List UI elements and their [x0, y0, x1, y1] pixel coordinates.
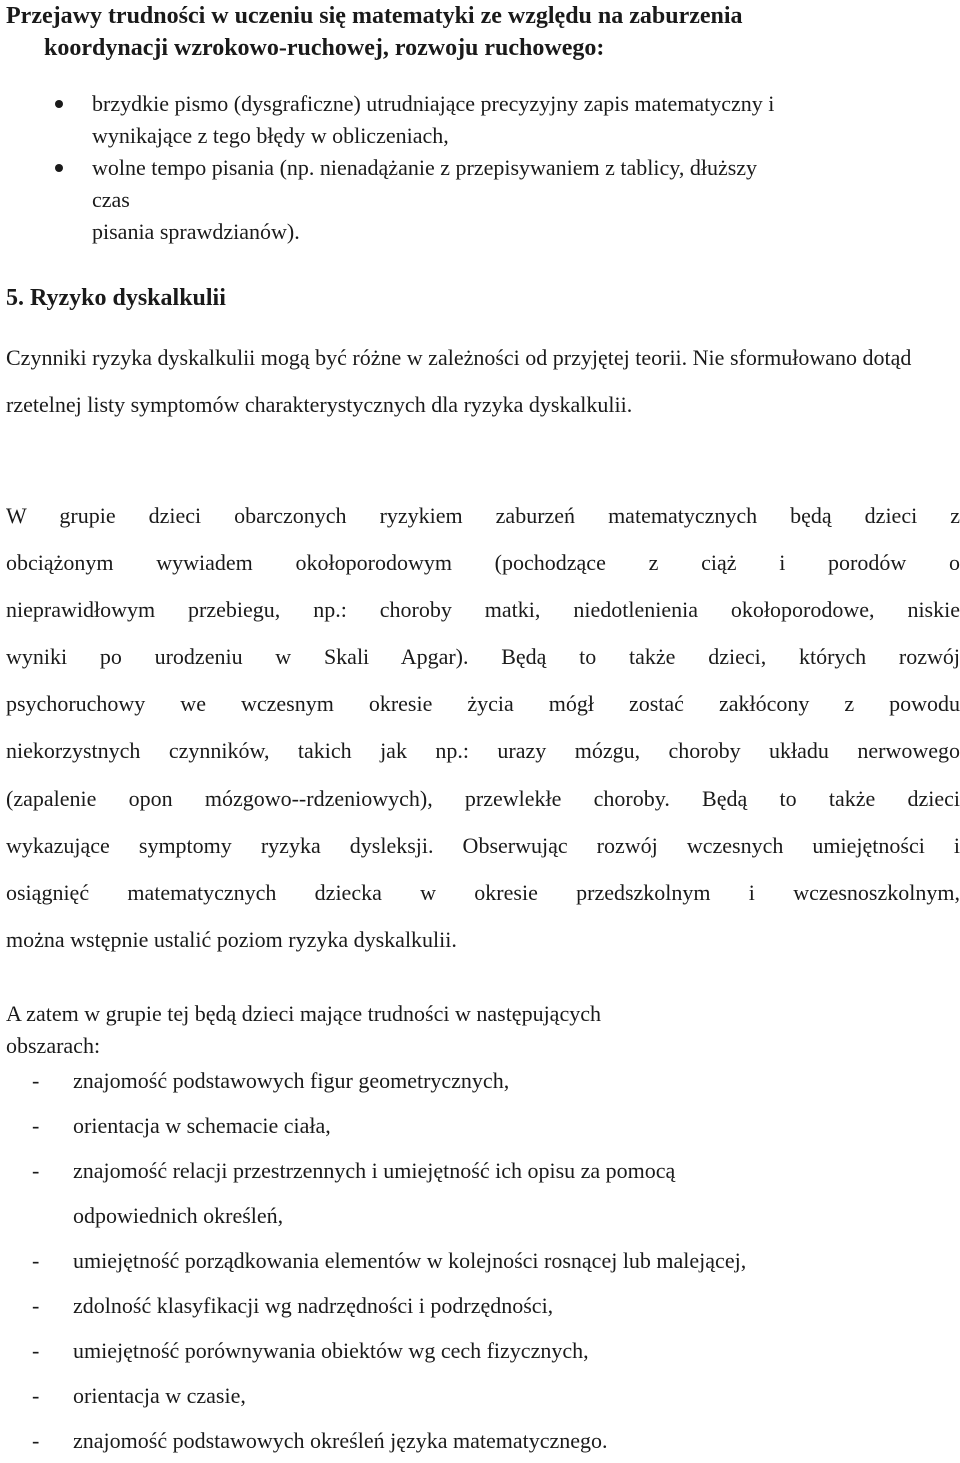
paragraph-line: osiągnięć matematycznych dziecka w okresie przedszkolnym i wczesnoszkolnym, [6, 879, 960, 905]
paragraph-risk-groups [6, 492, 960, 963]
difficulty-list [6, 1058, 946, 1463]
list-item [6, 1418, 946, 1463]
bullet-item-line: wolne tempo pisania (np. nienadążanie z przepisywaniem z tablicy, dłuższy [92, 155, 758, 180]
list-item [6, 1283, 946, 1328]
dash-marker: - [32, 1113, 40, 1138]
paragraph-line: psychoruchowy we wczesnym okresie życia mógł zostać zakłócony z powodu [6, 691, 960, 717]
bullet-list [55, 88, 935, 248]
list-item [6, 1238, 946, 1283]
bullet-dot-icon [55, 100, 63, 108]
paragraph-line: wyniki po urodzeniu w Skali Apgar). Będą to także dzieci, których rozwój [6, 644, 960, 670]
dash-marker: - [32, 1428, 40, 1453]
list-item-text: znajomość podstawowych figur geometrycznych, [73, 1068, 510, 1093]
bullet-item [55, 152, 935, 248]
dash-marker: - [32, 1338, 40, 1363]
dash-marker: - [32, 1293, 40, 1318]
paragraph-line: W grupie dzieci obarczonych ryzykiem zaburzeń matematycznych będą dzieci z [6, 503, 960, 528]
dash-marker: - [32, 1248, 40, 1273]
bullet-item-line: czas [92, 187, 130, 212]
dash-marker: - [32, 1158, 40, 1183]
paragraph-line: niekorzystnych czynników, takich jak np.: urazy mózgu, choroby układu nerwowego [6, 738, 960, 764]
list-item-text: zdolność klasyfikacji wg nadrzędności i podrzędności, [73, 1293, 554, 1318]
list-item [6, 1328, 946, 1373]
paragraph-difficulty-areas [6, 998, 946, 1062]
paragraph-line: obszarach: [6, 1033, 101, 1058]
list-item-text: odpowiednich określeń, [73, 1203, 284, 1228]
paragraph-line: wykazujące symptomy ryzyka dysleksji. Obserwując rozwój wczesnych umiejętności i [6, 832, 960, 858]
section-title: 5. Ryzyko dyskalkulii [6, 285, 226, 311]
dash-marker: - [32, 1383, 40, 1408]
list-item [6, 1103, 946, 1148]
list-item [6, 1148, 946, 1238]
list-item [6, 1373, 946, 1418]
heading-line-1: Przejawy trudności w uczeniu się matematyki ze względu na zaburzenia [6, 3, 743, 29]
list-item-text: znajomość podstawowych określeń języka matematycznego. [73, 1428, 608, 1453]
list-item [6, 1058, 946, 1103]
bullet-dot-icon [55, 164, 63, 172]
dash-marker: - [32, 1068, 40, 1093]
paragraph-line: A zatem w grupie tej będą dzieci mające trudności w następujących [6, 1001, 601, 1026]
list-item-text: umiejętność porównywania obiektów wg cech fizycznych, [73, 1338, 589, 1363]
paragraph-line: można wstępnie ustalić poziom ryzyka dyskalkulii. [6, 926, 457, 952]
list-item-text: umiejętność porządkowania elementów w kolejności rosnącej lub malejącej, [73, 1248, 747, 1273]
bullet-item-line: wynikające z tego błędy w obliczeniach, [92, 123, 449, 148]
paragraph-line: nieprawidłowym przebiegu, np.: choroby matki, niedotlenienia okołoporodowe, niskie [6, 597, 960, 623]
bullet-item-line: pisania sprawdzianów). [92, 219, 300, 244]
bullet-item-line: brzydkie pismo (dysgraficzne) utrudniające precyzyjny zapis matematyczny i [92, 91, 775, 116]
list-item-text: orientacja w schemacie ciała, [73, 1113, 331, 1138]
heading-line-2: koordynacji wzrokowo-ruchowej, rozwoju ruchowego: [44, 35, 605, 61]
paragraph-line: obciążonym wywiadem okołoporodowym (pochodzące z ciąż i porodów o [6, 550, 960, 576]
list-item-text: orientacja w czasie, [73, 1383, 246, 1408]
paragraph-risk-factors: Czynniki ryzyka dyskalkulii mogą być różne w zależności od przyjętej teorii. Nie sformułowano dotąd rzetelnej listy symptomów charakterystycznych dla ryzyka dyskalkulii. [6, 345, 912, 417]
paragraph-line: (zapalenie opon mózgowo--rdzeniowych), przewlekłe choroby. Będą to także dzieci [6, 785, 960, 811]
page-heading [6, 0, 946, 64]
bullet-item [55, 88, 935, 152]
list-item-text: znajomość relacji przestrzennych i umiejętność ich opisu za pomocą [73, 1158, 676, 1183]
